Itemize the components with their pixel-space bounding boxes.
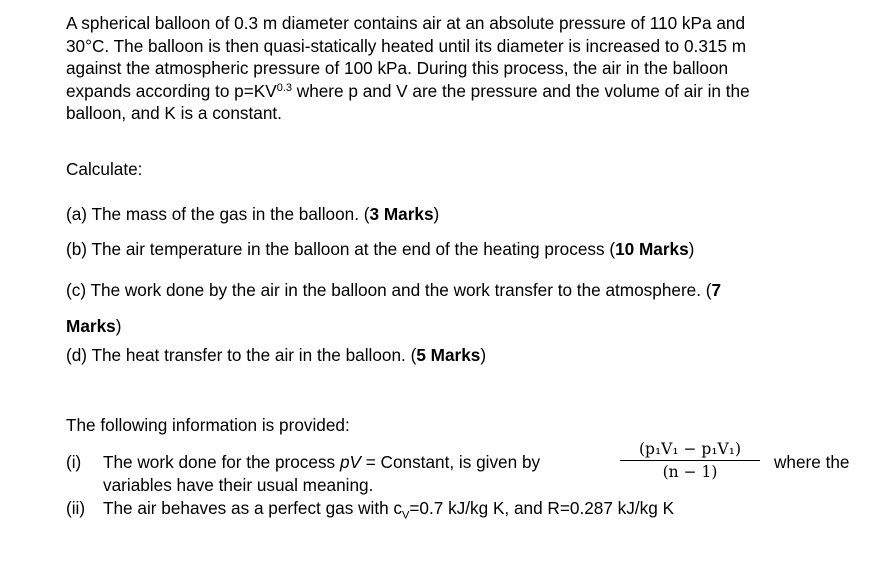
info-item-i-text-a: The work done for the process (103, 452, 340, 472)
part-b-marks: 10 Marks (615, 239, 689, 259)
part-c: (c) The work done by the air in the balloon and the work transfer to the atmosphere. (7 Marks) (66, 280, 722, 336)
part-d-text: (d) The heat transfer to the air in the balloon. ( (66, 345, 417, 365)
part-a: (a) The mass of the gas in the balloon. (3 Marks) (66, 204, 440, 224)
info-item-i-line-2: variables have their usual meaning. (103, 475, 374, 495)
info-item-i (66, 452, 540, 473)
part-c-text: (c) The work done by the air in the balloon and the work transfer to the atmosphere. ( (66, 280, 712, 300)
info-item-ii-number: (ii) (66, 498, 86, 518)
part-c-marks-2: Marks (66, 316, 116, 336)
document-page (66, 12, 878, 522)
part-d: (d) The heat transfer to the air in the balloon. (5 Marks) (66, 345, 487, 365)
part-a-text: (a) The mass of the gas in the balloon. ( (66, 204, 370, 224)
part-a-marks: 3 Marks (369, 204, 434, 224)
work-formula (620, 440, 760, 481)
info-item-ii-text-a: The air behaves as a perfect gas with c (103, 498, 403, 518)
info-item-ii (66, 498, 674, 521)
info-item-i-where: where the (774, 452, 850, 472)
info-item-ii-text-b: =0.7 kJ/kg K, and R=0.287 kJ/kg K (409, 498, 675, 518)
formula-numerator: (p₁V₁ − p₁V₁) (620, 440, 760, 461)
part-d-marks: 5 Marks (416, 345, 481, 365)
exponent: 0.3 (276, 81, 292, 94)
intro-line-5: balloon, and K is a constant. (66, 103, 282, 123)
part-b: (b) The air temperature in the balloon at the end of the heating process (10 Marks) (66, 239, 695, 259)
formula-denominator: (n − 1) (662, 463, 718, 481)
info-item-i-pv: pV (339, 452, 361, 472)
intro-line-2: 30°C. The balloon is then quasi-statically heated until its diameter is increased to 0.315 m (66, 35, 747, 56)
intro-line-1: A spherical balloon of 0.3 m diameter contains air at an absolute pressure of 110 kPa and (66, 13, 745, 33)
info-heading: The following information is provided: (66, 415, 350, 435)
part-b-text: (b) The air temperature in the balloon at the end of the heating process ( (66, 239, 616, 259)
info-item-i-number: (i) (66, 452, 82, 472)
info-item-i-text-b: = Constant, is given by (360, 452, 541, 472)
problem-statement (66, 12, 878, 125)
intro-line-4b: where p and V are the pressure and the volume of air in the (292, 80, 750, 101)
info-item-ii-subscript: V (402, 509, 410, 522)
calculate-heading: Calculate: (66, 159, 143, 179)
intro-line-3: against the atmospheric pressure of 100 kPa. During this process, the air in the balloon (66, 58, 729, 78)
intro-line-4a: expands according to p=KV (66, 80, 277, 101)
part-c-marks-1: 7 (711, 280, 722, 300)
